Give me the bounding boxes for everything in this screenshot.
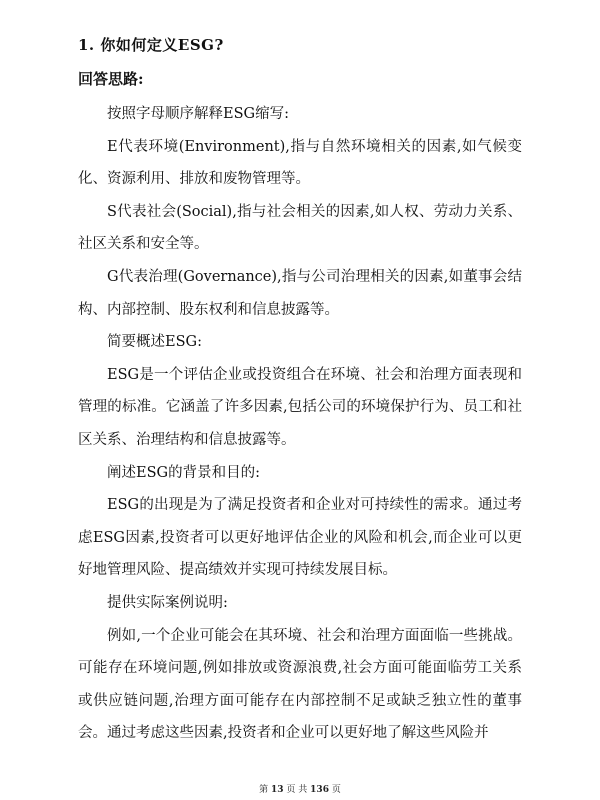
answer-body: [78, 98, 522, 750]
footer-total-pages: 136: [310, 785, 329, 795]
paragraph-overview: ESG是一个评估企业或投资组合在环境、社会和治理方面表现和管理的标准。它涵盖了许多因素,包括公司的环境保护行为、员工和社区关系、治理结构和信息披露等。: [78, 366, 522, 448]
paragraph-social: S代表社会(Social),指与社会相关的因素,如人权、劳动力关系、社区关系和安全等。: [78, 203, 522, 253]
question-title: 1. 你如何定义ESG?: [78, 36, 224, 54]
paragraph-overview-heading: 简要概述ESG:: [107, 334, 202, 351]
paragraph-background-heading: 阐述ESG的背景和目的:: [107, 464, 260, 481]
page-footer: [0, 782, 600, 795]
paragraph-environment: E代表环境(Environment),指与自然环境相关的因素,如气候变化、资源利用、排放和废物管理等。: [78, 138, 522, 188]
footer-suffix: 页: [331, 785, 341, 795]
paragraph-example-heading: 提供实际案例说明:: [107, 594, 228, 611]
footer-prefix: 第: [259, 785, 269, 795]
paragraph-background: ESG的出现是为了满足投资者和企业对可持续性的需求。通过考虑ESG因素,投资者可以更好地评估企业的风险和机会,而企业可以更好地管理风险、提高绩效并实现可持续发展目标。: [78, 497, 522, 579]
footer-middle: 页 共: [286, 785, 308, 795]
footer-page-number: 13: [271, 785, 284, 795]
paragraph-governance: G代表治理(Governance),指与公司治理相关的因素,如董事会结构、内部控制、股东权利和信息披露等。: [78, 268, 522, 318]
paragraph-intro: 按照字母顺序解释ESG缩写:: [107, 106, 289, 122]
approach-heading: 回答思路:: [78, 70, 144, 88]
paragraph-example: 例如,一个企业可能会在其环境、社会和治理方面面临一些挑战。可能存在环境问题,例如排放或资源浪费,社会方面可能面临劳工关系或供应链问题,治理方面可能存在内部控制不足或缺乏独立性的董事会。通过考虑这些因素,投资者和企业可以更好地了解这些风险并: [78, 627, 522, 742]
